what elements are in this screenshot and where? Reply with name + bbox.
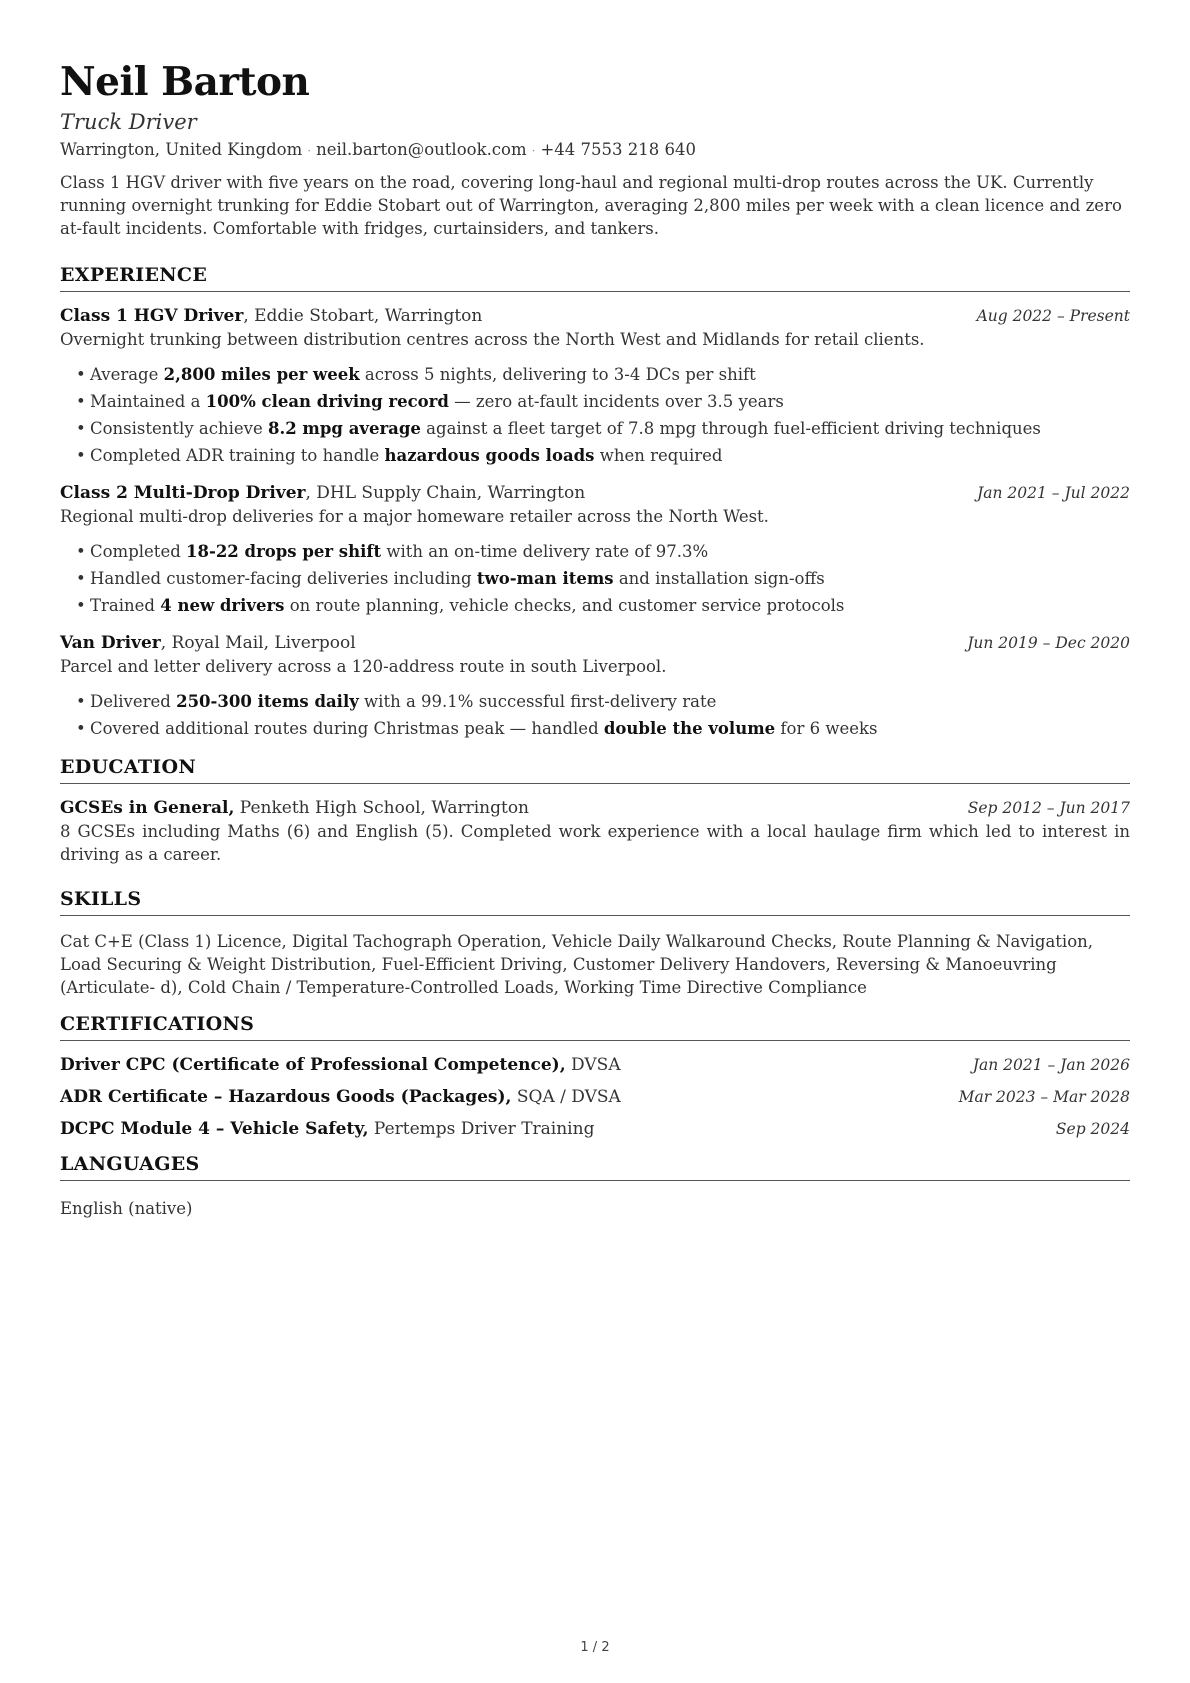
resume-page [60,58,1130,1221]
job-bullets [60,361,1130,469]
contact-separator: · [531,144,536,158]
section-title-experience: EXPERIENCE [60,262,1130,292]
languages-list: English (native) [60,1199,193,1218]
section-title-skills: SKILLS [60,886,1130,916]
bullet-item: • Covered additional routes during Christmas peak — handled double the volume for 6 weeks [76,715,1130,742]
experience-section [60,262,1130,742]
bullet-item: • Delivered 250-300 items daily with a 99.1% successful first-delivery rate [76,688,1130,715]
bullet-item: • Completed 18-22 drops per shift with an on-time delivery rate of 97.3% [76,538,1130,565]
certification-issuer: DVSA [565,1055,621,1075]
section-title-certifications: CERTIFICATIONS [60,1011,1130,1041]
education-degree: GCSEs in General, [60,798,235,818]
education-description: 8 GCSEs including Maths (6) and English (5). Completed work experience with a local haulage firm which led to interest in driving as a career. [60,822,1130,864]
education-section [60,754,1130,866]
bullet-item: • Trained 4 new drivers on route planning, vehicle checks, and customer service protocols [76,592,1130,619]
skills-list: Cat C+E (Class 1) Licence, Digital Tachograph Operation, Vehicle Daily Walkaround Checks, Route Planning & Navigation, Load Securing & Weight Distribution, Fuel-Efficient Driving, Customer Delivery Handovers, Reversing & Manoeuvring (Articulate- d), Cold Chain / Temperature-Controlled Loads, Working Time Directive Compliance [60,932,1094,997]
education-date: Sep 2012 – Jun 2017 [967,799,1130,817]
bullet-item: • Completed ADR training to handle hazardous goods loads when required [76,442,1130,469]
certification-name: Driver CPC (Certificate of Professional Competence), [60,1055,566,1075]
contact-email[interactable]: neil.barton@outlook.com [316,140,527,159]
resume-header [60,58,1130,240]
job-date: Aug 2022 – Present [976,307,1130,325]
contact-line [60,138,1130,163]
certification-issuer: SQA / DVSA [511,1087,621,1107]
certification-name: DCPC Module 4 – Vehicle Safety, [60,1119,369,1139]
job-description: Parcel and letter delivery across a 120-address route in south Liverpool. [60,657,667,676]
page-number: 1 / 2 [580,1640,610,1655]
certification-item [60,1081,1130,1113]
bullet-item: • Handled customer-facing deliveries including two-man items and installation sign-offs [76,565,1130,592]
job-position: Class 1 HGV Driver [60,306,244,326]
job-org: , Royal Mail, Liverpool [160,633,356,653]
certification-name: ADR Certificate – Hazardous Goods (Packages), [60,1087,512,1107]
section-title-languages: LANGUAGES [60,1151,1130,1181]
education-entry [60,796,1130,866]
contact-separator: · [307,144,312,158]
candidate-role: Truck Driver [60,110,197,134]
contact-location: Warrington, United Kingdom [60,140,303,159]
job-entry [60,481,1130,619]
bullet-item: • Consistently achieve 8.2 mpg average against a fleet target of 7.8 mpg through fuel-efficient driving techniques [76,415,1130,442]
job-bullets [60,688,1130,742]
job-position: Class 2 Multi-Drop Driver [60,483,306,503]
section-title-education: EDUCATION [60,754,1130,784]
certification-item [60,1113,1130,1145]
contact-phone[interactable]: +44 7553 218 640 [540,140,697,159]
job-org: , DHL Supply Chain, Warrington [305,483,586,503]
job-entry [60,304,1130,469]
job-date: Jan 2021 – Jul 2022 [977,484,1130,502]
profile-summary: Class 1 HGV driver with five years on the road, covering long-haul and regional multi-drop routes across the UK. Currently running overnight trunking for Eddie Stobart out of Warrington, averaging 2,800 miles per week with a clean licence and zero at-fault incidents. Comfortable with fridges, curtainsiders, and tankers. [60,173,1122,238]
bullet-item: • Maintained a 100% clean driving record — zero at-fault incidents over 3.5 years [76,388,1130,415]
certifications-section [60,1011,1130,1145]
certification-date: Mar 2023 – Mar 2028 [958,1088,1130,1106]
job-position: Van Driver [60,633,161,653]
job-org: , Eddie Stobart, Warrington [243,306,483,326]
job-date: Jun 2019 – Dec 2020 [967,634,1130,652]
certification-date: Jan 2021 – Jan 2026 [972,1056,1130,1074]
education-school: Penketh High School, Warrington [234,798,530,818]
certification-issuer: Pertemps Driver Training [368,1119,595,1139]
certification-item [60,1049,1130,1081]
job-bullets [60,538,1130,619]
bullet-item: • Average 2,800 miles per week across 5 nights, delivering to 3-4 DCs per shift [76,361,1130,388]
job-description: Regional multi-drop deliveries for a major homeware retailer across the North West. [60,507,769,526]
job-description: Overnight trunking between distribution centres across the North West and Midlands for retail clients. [60,330,925,349]
languages-section [60,1151,1130,1221]
certification-date: Sep 2024 [1055,1120,1130,1138]
candidate-name: Neil Barton [60,59,310,105]
job-entry [60,631,1130,742]
skills-section [60,886,1130,999]
